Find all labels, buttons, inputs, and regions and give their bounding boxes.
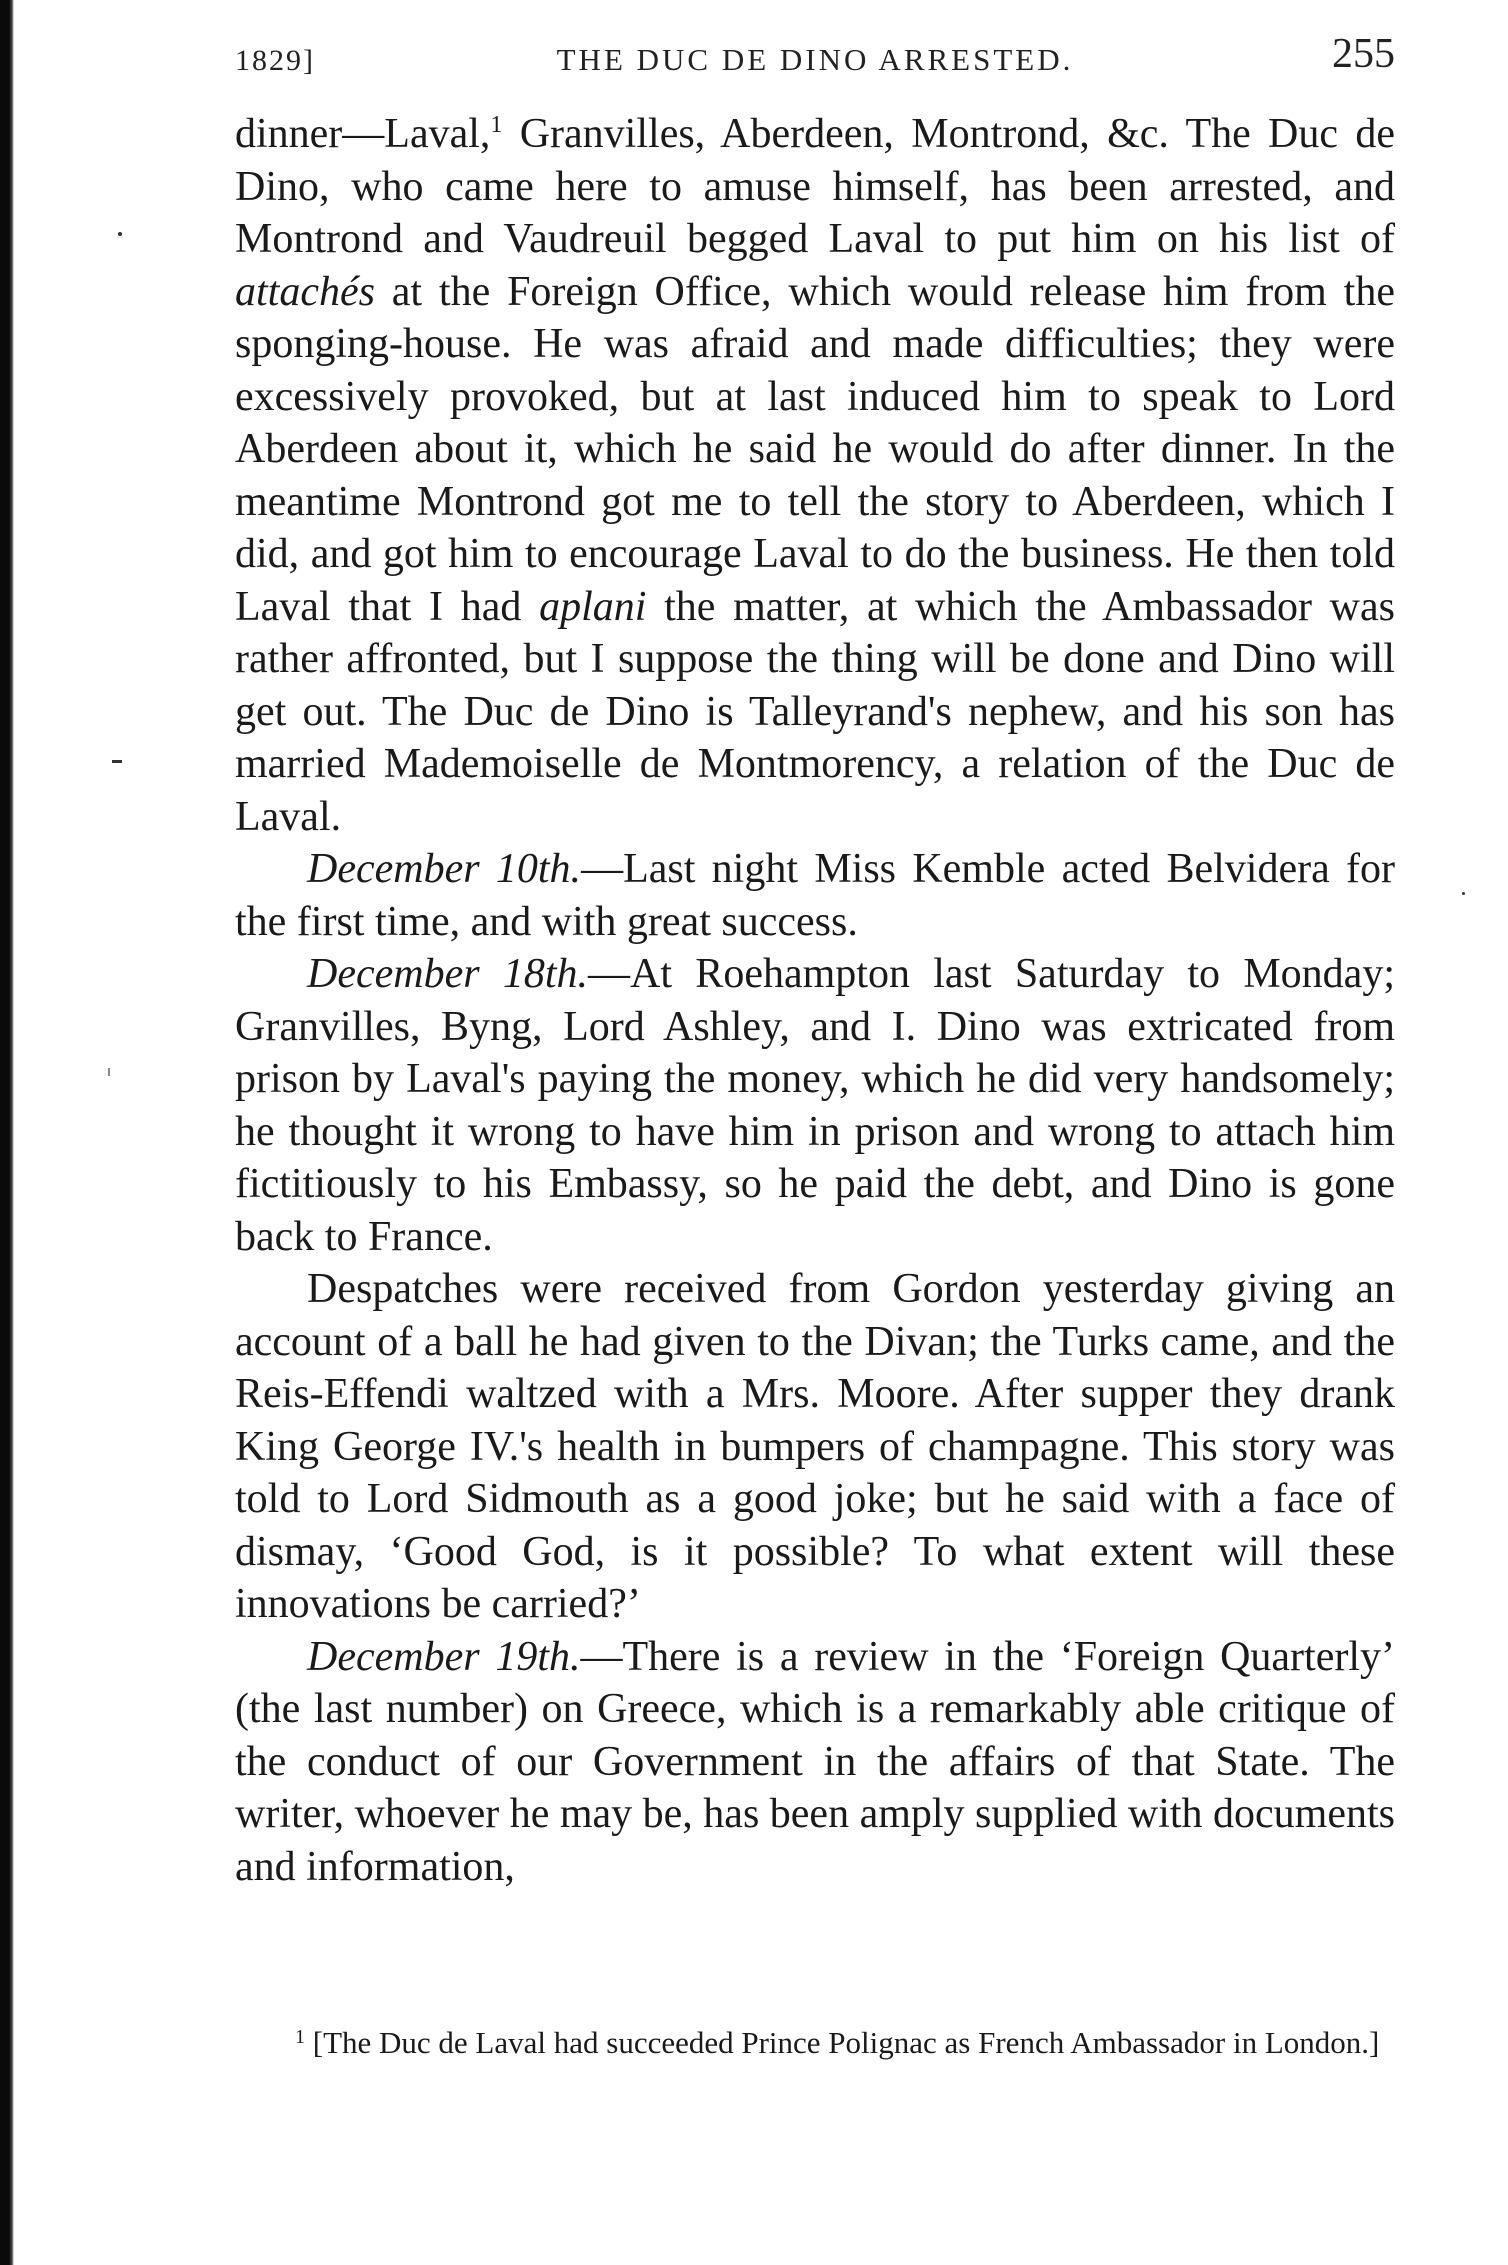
body-text <box>235 108 1395 1893</box>
text-run: at the Foreign Office, which would release him from the sponging-house. He was afraid and made difficulties; they were excessively provoked, but at last induced him to speak to Lord Aberdeen about it, which he said he would do after dinner. In the meantime Montrond got me to tell the story to Aberdeen, which I did, and got him to encourage Laval to do the business. He then told Laval that I had <box>235 268 1395 630</box>
italic-term: attachés <box>235 268 375 315</box>
entry-text: —There is a review in the ‘Foreign Quarterly’ (the last number) on Greece, which is a remarkably able critique of the conduct of our Government in the affairs of that State. The writer, whoever he may be, has been amply supplied with documents and information, <box>235 1633 1396 1890</box>
entry-date-month: December <box>307 846 480 892</box>
footnote-text: [The Duc de Laval had succeeded Prince Polignac as French Ambassador in London.] <box>312 2025 1380 2060</box>
paragraph-text: Despatches were received from Gordon yesterday giving an account of a ball he had given to the Divan; the Turks came, and the Reis-Effendi waltzed with a Mrs. Moore. After supper they drank King George IV.'s health in bumpers of champagne. This story was told to Lord Sidmouth as a good joke; but he said with a face of dismay, ‘Good God, is it possible? To what extent will these innovations be carried?’ <box>235 1266 1395 1627</box>
entry-text: —Last night Miss Kemble acted Belvidera for the first time, and with great success. <box>235 846 1396 945</box>
text-run: the matter, at which the Ambassador was rather affronted, but I suppose the thing will be done and Dino will get out. The Duc de Dino is Talleyrand's nephew, and his son has married Mademoiselle de Montmorency, a relation of the Duc de Laval. <box>235 583 1395 840</box>
running-header <box>235 30 1395 80</box>
entry-date-day: 19th. <box>495 1633 581 1680</box>
header-year: 1829] <box>235 44 315 77</box>
diary-entry <box>235 1631 1395 1894</box>
running-title: THE DUC DE DINO ARRESTED. <box>556 42 1074 77</box>
page-number: 255 <box>1332 31 1395 77</box>
paragraph <box>235 1263 1395 1631</box>
entry-date-day: 10th. <box>495 846 582 892</box>
text-run: Granvilles, Aberdeen, Montrond, &c. The Duc de Dino, who came here to amuse himself, has been arrested, and Montrond and Vaudreuil begged Laval to put him on his list of <box>235 111 1395 262</box>
entry-date-day: 18th. <box>502 951 589 997</box>
paragraph <box>235 108 1395 843</box>
italic-term: aplani <box>539 583 647 630</box>
entry-date-month: December <box>307 951 480 997</box>
diary-entry <box>235 843 1395 948</box>
footnote-ref: 1 <box>490 112 503 138</box>
entry-text: —At Roehampton last Saturday to Monday; Granvilles, Byng, Lord Ashley, and I. Dino was extricated from prison by Laval's paying the money, which he did very handsomely; he thought it wrong to have him in prison and wrong to attach him fictitiously to his Embassy, so he paid the debt, and Dino is gone back to France. <box>235 951 1395 1260</box>
diary-entry <box>235 948 1395 1263</box>
text-run: dinner—Laval, <box>235 111 491 157</box>
footnote <box>247 2025 1395 2061</box>
footnote-number: 1 <box>295 2026 305 2048</box>
binding-edge <box>0 0 14 2265</box>
entry-date-month: December <box>307 1633 480 1680</box>
